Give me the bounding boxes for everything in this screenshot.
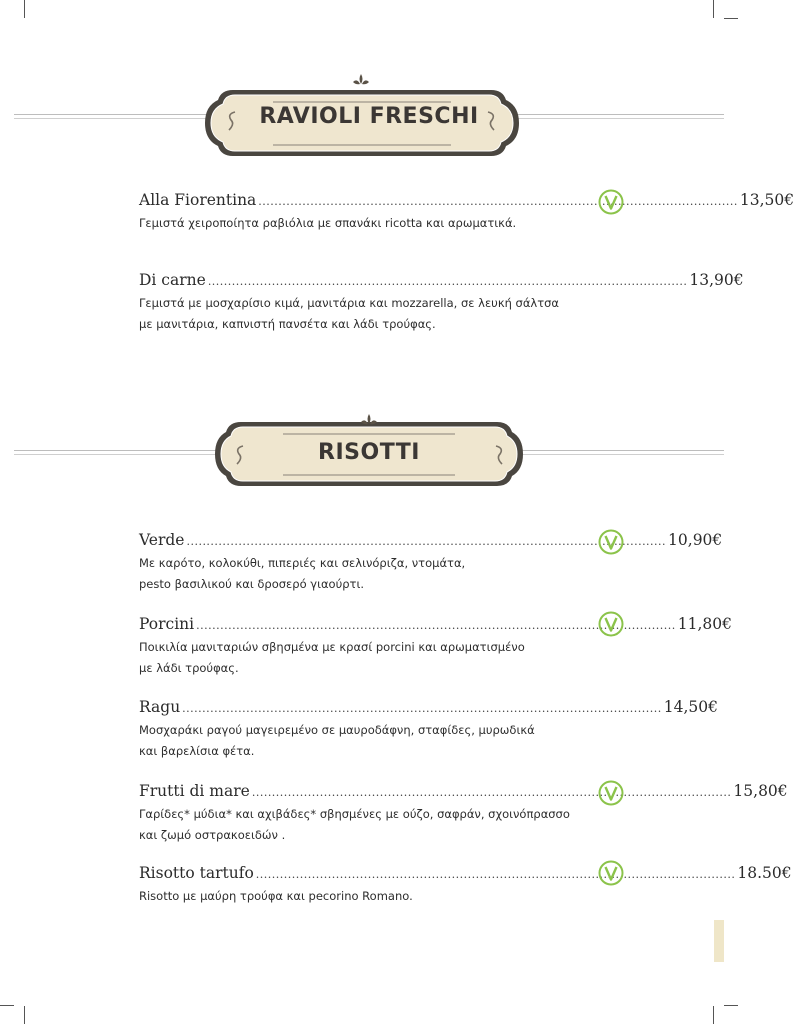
v-circle-icon (598, 529, 624, 555)
dot-leader: ........................................................................................................................ (255, 868, 736, 881)
section-title: RISOTTI (318, 440, 420, 465)
dish-description: Γεμιστά χειροποίητα ραβιόλια με σπανάκι ricotta και αρωματικά. (139, 216, 517, 230)
menu-item (139, 531, 723, 595)
dish-price: 14,50€ (663, 698, 719, 716)
crop-mark (0, 1005, 14, 1006)
menu-item (139, 615, 732, 679)
section-banner-ravioli (0, 70, 738, 180)
fleur-ornament-icon (358, 412, 380, 428)
dot-leader: ........................................................................................................................ (186, 535, 667, 548)
crop-mark (724, 1005, 738, 1006)
crop-mark (724, 18, 738, 19)
dish-description: Γεμιστά με μοσχαρίσιο κιμά, μανιτάρια και mozzarella, σε λευκή σάλτσα με μανιτάρια, καπνιστή πανσέτα και λάδι τρούφας. (139, 296, 560, 331)
v-circle-icon (598, 189, 624, 215)
section-banner-risotti (0, 400, 738, 500)
dish-description: Με καρότο, κολοκύθι, πιπεριές και σελινόριζα, ντομάτα, pesto βασιλικού και δροσερό γιαούρτι. (139, 556, 466, 591)
dish-price: 13,50€ (739, 191, 794, 209)
page-edge-tab (714, 920, 724, 962)
dish-name: Alla Fiorentina (139, 191, 257, 209)
menu-item (139, 271, 744, 335)
dish-price: 15,80€ (733, 782, 788, 800)
dish-price: 10,90€ (668, 531, 723, 549)
dish-name: Verde (139, 531, 185, 549)
dish-name: Ragu (139, 698, 181, 716)
v-circle-icon (598, 860, 624, 886)
dot-leader: ........................................................................................................................ (258, 195, 738, 208)
dish-description: Risotto με μαύρη τρούφα και pecorino Romano. (139, 889, 413, 903)
fleur-ornament-icon (350, 72, 372, 88)
v-circle-icon (598, 780, 624, 806)
dish-price: 11,80€ (677, 615, 732, 633)
dish-description: Ποικιλία μανιταριών σβησμένα με κρασί porcini και αρωματισμένο με λάδι τρούφας. (139, 640, 525, 675)
crop-mark (713, 0, 714, 18)
crop-mark (24, 0, 25, 18)
dish-description: Γαρίδες* μύδια* και αχιβάδες* σβησμένες με ούζο, σαφράν, σχοινόπρασσο και ζωμό οστρακοειδών . (139, 807, 570, 842)
dish-name: Porcini (139, 615, 195, 633)
dish-price: 13,90€ (689, 271, 744, 289)
menu-item (139, 864, 792, 907)
dot-leader: ........................................................................................................................ (182, 702, 662, 715)
menu-item (139, 191, 794, 234)
v-circle-icon (598, 611, 624, 637)
crop-mark (713, 1006, 714, 1024)
section-title: RAVIOLI FRESCHI (259, 104, 479, 129)
dish-name: Frutti di mare (139, 782, 250, 800)
dish-price: 18.50€ (737, 864, 792, 882)
dish-name: Risotto tartufo (139, 864, 254, 882)
dot-leader: ........................................................................................................................ (196, 619, 676, 632)
menu-item (139, 782, 788, 846)
crop-mark (24, 1006, 25, 1024)
dish-name: Di carne (139, 271, 206, 289)
menu-item (139, 698, 719, 762)
dot-leader: ........................................................................................................................ (207, 275, 688, 288)
dot-leader: ........................................................................................................................ (251, 786, 732, 799)
dish-description: Μοσχαράκι ραγού μαγειρεμένο σε μαυροδάφνη, σταφίδες, μυρωδικά και βαρελίσια φέτα. (139, 723, 535, 758)
